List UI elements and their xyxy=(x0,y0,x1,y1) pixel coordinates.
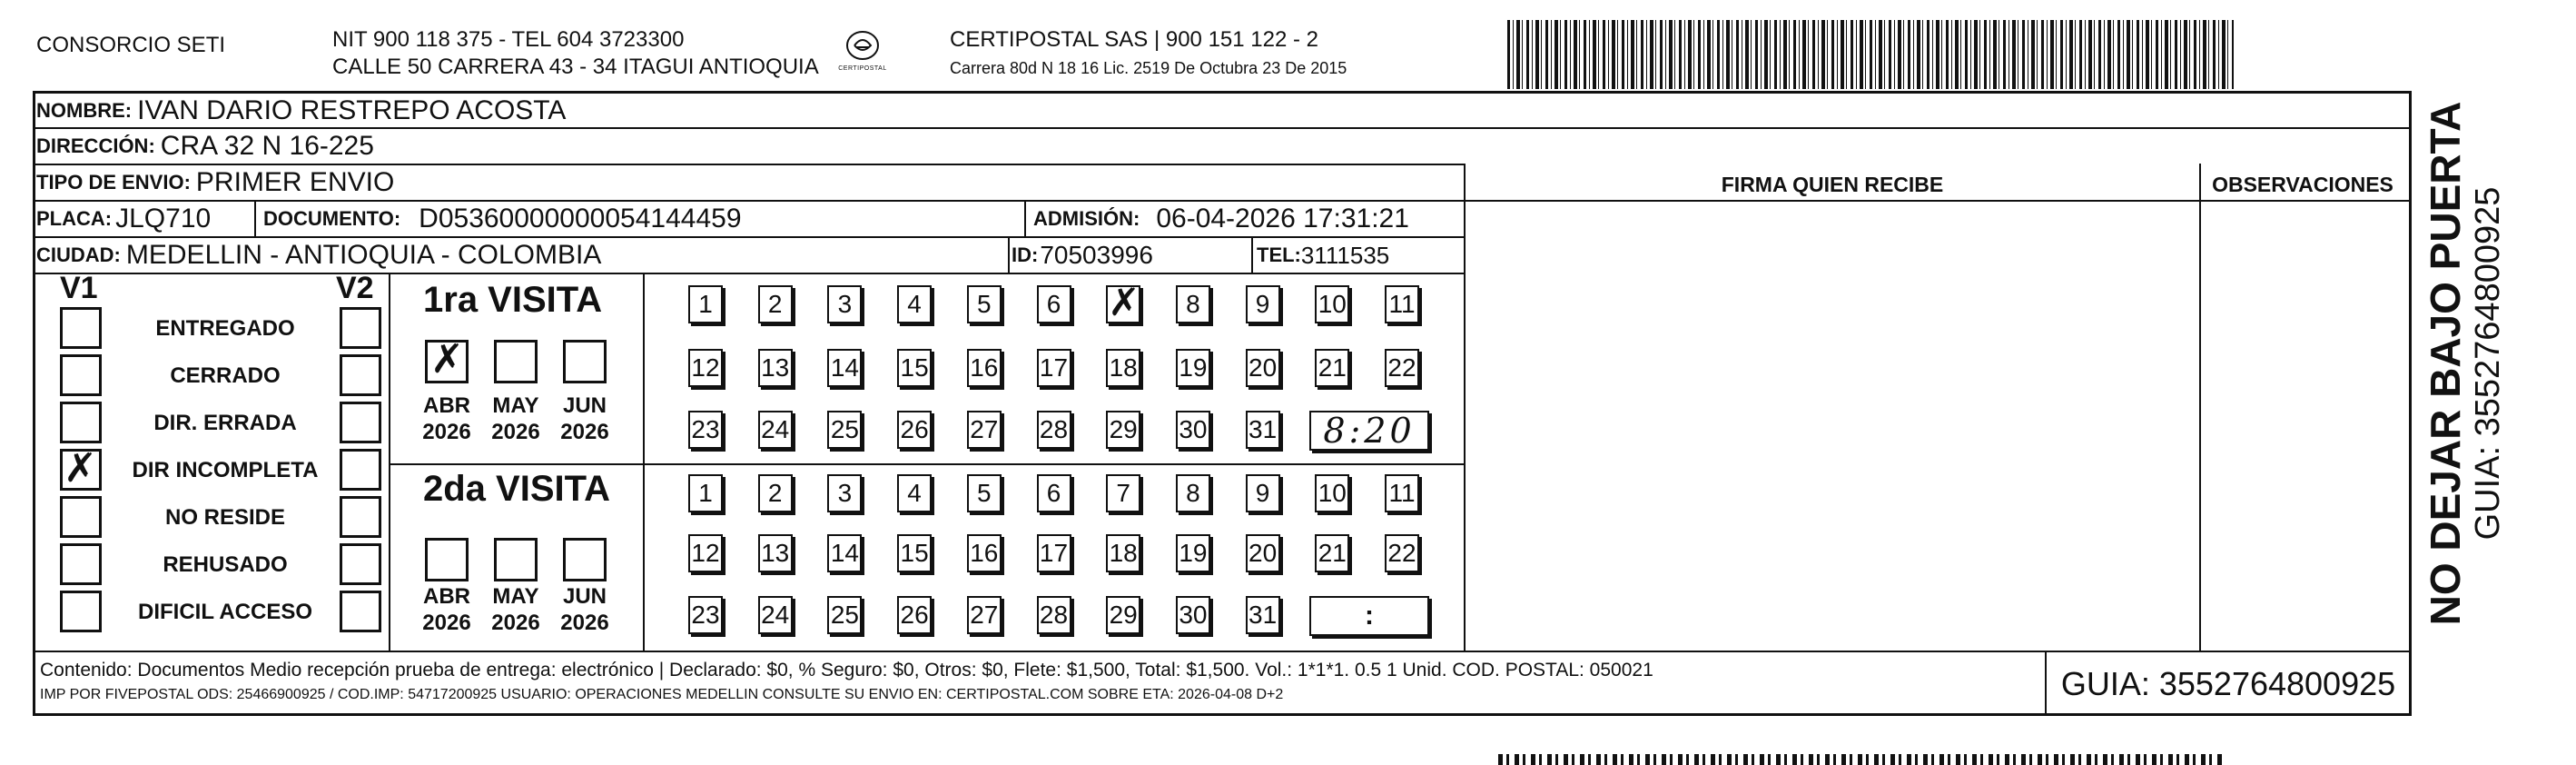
second-visit-month-checkbox-1[interactable] xyxy=(494,538,538,581)
v2-checkbox-1[interactable] xyxy=(340,354,381,396)
first-visit-month-checkbox-0[interactable] xyxy=(425,340,469,383)
v1-checkbox-6[interactable] xyxy=(60,591,102,632)
second-visit-day-12[interactable]: 12 xyxy=(688,534,723,572)
v2-checkbox-3[interactable] xyxy=(340,449,381,491)
first-visit-day-28[interactable]: 28 xyxy=(1037,411,1071,449)
second-visit-day-1[interactable]: 1 xyxy=(688,474,723,512)
second-visit-day-3[interactable]: 3 xyxy=(827,474,862,512)
first-visit-day-19[interactable]: 19 xyxy=(1176,349,1210,387)
month-name: JUN xyxy=(562,584,607,609)
nombre-row xyxy=(36,94,1465,127)
month-year: 2026 xyxy=(491,420,540,444)
v2-checkbox-0[interactable] xyxy=(340,307,381,349)
footer-contenido: Contenido: Documentos Medio recepción prueba de entrega: electrónico | Declarado: $0, % Seguro: $0, Otros: $0, Flete: $1,500, Total: $1,500. Vol.: 1*1*1. 0.5 1 Unid. COD. POSTAL: 050021 xyxy=(40,660,1653,681)
v2-checkbox-5[interactable] xyxy=(340,543,381,585)
second-visit-month-checkbox-2[interactable] xyxy=(563,538,607,581)
first-visit-day-26[interactable]: 26 xyxy=(897,411,932,449)
placa-value: JLQ710 xyxy=(115,204,212,233)
first-visit-day-20[interactable]: 20 xyxy=(1246,349,1280,387)
status-label: CERRADO xyxy=(170,363,281,388)
first-time-value: 8:20 xyxy=(1323,411,1416,451)
company-name: CONSORCIO SETI xyxy=(36,33,226,57)
first-visit-day-21[interactable]: 21 xyxy=(1315,349,1349,387)
first-visit-day-31[interactable]: 31 xyxy=(1246,411,1280,449)
nombre-value: IVAN DARIO RESTREPO ACOSTA xyxy=(137,95,567,125)
second-visit-day-28[interactable]: 28 xyxy=(1037,596,1071,634)
month-year: 2026 xyxy=(491,611,540,635)
second-visit-day-31[interactable]: 31 xyxy=(1246,596,1280,634)
second-visit-day-13[interactable]: 13 xyxy=(758,534,793,572)
second-visit-title: 2da VISITA xyxy=(423,469,610,509)
month-year: 2026 xyxy=(560,420,609,444)
second-visit-day-6[interactable]: 6 xyxy=(1037,474,1071,512)
placa-field xyxy=(36,203,211,235)
first-visit-month-checkbox-2[interactable] xyxy=(563,340,607,383)
second-visit-day-29[interactable]: 29 xyxy=(1106,596,1140,634)
certipostal-line-1: CERTIPOSTAL SAS | 900 151 122 - 2 xyxy=(950,27,1318,52)
first-visit-month-checkbox-1[interactable] xyxy=(494,340,538,383)
second-visit-day-5[interactable]: 5 xyxy=(967,474,1002,512)
admision-value: 06-04-2026 17:31:21 xyxy=(1156,204,1409,233)
second-visit-day-8[interactable]: 8 xyxy=(1176,474,1210,512)
month-name: JUN xyxy=(562,393,607,418)
second-visit-day-10[interactable]: 10 xyxy=(1315,474,1349,512)
v2-header: V2 xyxy=(336,271,374,305)
first-visit-day-10[interactable]: 10 xyxy=(1315,285,1349,323)
nit-line-2: CALLE 50 CARRERA 43 - 34 ITAGUI ANTIOQUIA xyxy=(332,55,819,79)
v1-header: V1 xyxy=(60,271,98,305)
first-visit-day-3[interactable]: 3 xyxy=(827,285,862,323)
second-visit-day-23[interactable]: 23 xyxy=(688,596,723,634)
second-visit-day-15[interactable]: 15 xyxy=(897,534,932,572)
first-visit-day-27[interactable]: 27 xyxy=(967,411,1002,449)
month-year: 2026 xyxy=(560,611,609,635)
tipo-envio-row xyxy=(36,166,1465,199)
second-visit-day-16[interactable]: 16 xyxy=(967,534,1002,572)
month-year: 2026 xyxy=(422,611,471,635)
first-visit-day-22[interactable]: 22 xyxy=(1385,349,1419,387)
footer-imp: IMP POR FIVEPOSTAL ODS: 25466900925 / COD.IMP: 54717200925 USUARIO: OPERACIONES MEDELLIN CONSULTE SU ENVIO EN: CERTIPOSTAL.COM SOBRE ETA: 2026-04-08 D+2 xyxy=(40,687,1284,702)
first-visit-day-30[interactable]: 30 xyxy=(1176,411,1210,449)
second-visit-day-25[interactable]: 25 xyxy=(827,596,862,634)
tipo-envio-label: TIPO DE ENVIO: xyxy=(36,171,191,194)
second-visit-day-24[interactable]: 24 xyxy=(758,596,793,634)
firma-header: FIRMA QUIEN RECIBE xyxy=(1721,173,1944,196)
second-visit-day-20[interactable]: 20 xyxy=(1246,534,1280,572)
first-visit-month-mark: ✗ xyxy=(430,336,464,382)
v2-checkbox-2[interactable] xyxy=(340,402,381,443)
first-visit-day-13[interactable]: 13 xyxy=(758,349,793,387)
second-visit-day-14[interactable]: 14 xyxy=(827,534,862,572)
v1-checkbox-5[interactable] xyxy=(60,543,102,585)
month-name: MAY xyxy=(492,584,539,609)
second-visit-month-checkbox-0[interactable] xyxy=(425,538,469,581)
month-year: 2026 xyxy=(422,420,471,444)
first-visit-day-14[interactable]: 14 xyxy=(827,349,862,387)
second-visit-day-2[interactable]: 2 xyxy=(758,474,793,512)
nit-line-1: NIT 900 118 375 - TEL 604 3723300 xyxy=(332,27,685,52)
id-value: 70503996 xyxy=(1040,241,1153,269)
direccion-label: DIRECCIÓN: xyxy=(36,134,155,157)
first-visit-month-label xyxy=(548,392,621,445)
v2-checkbox-6[interactable] xyxy=(340,591,381,632)
first-visit-day-6[interactable]: 6 xyxy=(1037,285,1071,323)
tel-field xyxy=(1257,239,1389,272)
first-visit-day-1[interactable]: 1 xyxy=(688,285,723,323)
status-label: ENTREGADO xyxy=(155,316,295,341)
ciudad-value: MEDELLIN - ANTIOQUIA - COLOMBIA xyxy=(125,240,602,270)
second-visit-day-30[interactable]: 30 xyxy=(1176,596,1210,634)
first-visit-day-24[interactable]: 24 xyxy=(758,411,793,449)
status-label: DIR. ERRADA xyxy=(153,411,297,435)
bottom-barcode-fragment xyxy=(1498,754,2225,765)
second-visit-day-18[interactable]: 18 xyxy=(1106,534,1140,572)
status-label: DIFICIL ACCESO xyxy=(137,600,312,624)
first-visit-day-7[interactable] xyxy=(1106,285,1140,323)
v1-checkbox-0[interactable] xyxy=(60,307,102,349)
documento-field xyxy=(263,203,742,235)
v1-checkbox-1[interactable] xyxy=(60,354,102,396)
second-visit-day-11[interactable]: 11 xyxy=(1385,474,1419,512)
first-visit-month-label xyxy=(479,392,552,445)
side-warning-line1: NO DEJAR BAJO PUERTA xyxy=(2422,101,2469,626)
tel-value: 3111535 xyxy=(1300,241,1390,269)
ciudad-field xyxy=(36,239,601,272)
nombre-label: NOMBRE: xyxy=(36,99,133,122)
placa-label: PLACA: xyxy=(36,207,113,230)
documento-value: D05360000000054144459 xyxy=(419,204,742,233)
second-visit-month-label xyxy=(479,583,552,636)
status-label: REHUSADO xyxy=(163,552,288,577)
first-visit-day-15[interactable]: 15 xyxy=(897,349,932,387)
side-warning xyxy=(2422,91,2507,636)
tel-label: TEL: xyxy=(1257,243,1301,266)
month-name: ABR xyxy=(423,393,470,418)
second-visit-day-27[interactable]: 27 xyxy=(967,596,1002,634)
certipostal-logo xyxy=(835,27,890,80)
first-visit-day-4[interactable]: 4 xyxy=(897,285,932,323)
direccion-row xyxy=(36,130,1465,163)
admision-label: ADMISIÓN: xyxy=(1033,207,1140,230)
certipostal-line-2: Carrera 80d N 18 16 Lic. 2519 De Octubra 23 De 2015 xyxy=(950,59,1347,77)
second-visit-day-21[interactable]: 21 xyxy=(1315,534,1349,572)
second-visit-day-19[interactable]: 19 xyxy=(1176,534,1210,572)
admision-field xyxy=(1033,203,1409,235)
second-visit-day-7[interactable]: 7 xyxy=(1106,474,1140,512)
second-visit-day-4[interactable]: 4 xyxy=(897,474,932,512)
direccion-value: CRA 32 N 16-225 xyxy=(160,131,374,161)
v2-checkbox-4[interactable] xyxy=(340,496,381,538)
month-name: ABR xyxy=(423,584,470,609)
logo-text: CERTIPOSTAL xyxy=(838,65,887,72)
documento-label: DOCUMENTO: xyxy=(263,207,401,230)
second-visit-day-17[interactable]: 17 xyxy=(1037,534,1071,572)
id-label: ID: xyxy=(1012,243,1039,266)
observaciones-header: OBSERVACIONES xyxy=(2212,173,2393,196)
status-label: NO RESIDE xyxy=(164,505,286,530)
first-visit-day-8[interactable]: 8 xyxy=(1176,285,1210,323)
second-visit-month-label xyxy=(548,583,621,636)
first-visit-day-11[interactable]: 11 xyxy=(1385,285,1419,323)
v1-checkbox-4[interactable] xyxy=(60,496,102,538)
status-label: DIR INCOMPLETA xyxy=(132,458,319,482)
second-visit-day-26[interactable]: 26 xyxy=(897,596,932,634)
first-visit-day-5[interactable]: 5 xyxy=(967,285,1002,323)
first-visit-day-18[interactable]: 18 xyxy=(1106,349,1140,387)
first-visit-title: 1ra VISITA xyxy=(423,280,603,320)
second-time-value: : xyxy=(1365,601,1374,631)
first-visit-month-label xyxy=(410,392,483,445)
first-visit-day-12[interactable]: 12 xyxy=(688,349,723,387)
footer-guia: GUIA: 3552764800925 xyxy=(2060,665,2396,702)
first-visit-day-16[interactable]: 16 xyxy=(967,349,1002,387)
first-visit-day-2[interactable]: 2 xyxy=(758,285,793,323)
second-visit-month-label xyxy=(410,583,483,636)
v1-check-mark: ✗ xyxy=(64,445,97,492)
v1-checkbox-2[interactable] xyxy=(60,402,102,443)
first-visit-day-29[interactable]: 29 xyxy=(1106,411,1140,449)
first-visit-day-mark: ✗ xyxy=(1108,280,1140,324)
month-name: MAY xyxy=(492,393,539,418)
v1-checkbox-3[interactable] xyxy=(60,449,102,491)
first-visit-day-9[interactable]: 9 xyxy=(1246,285,1280,323)
first-visit-day-23[interactable]: 23 xyxy=(688,411,723,449)
first-visit-day-17[interactable]: 17 xyxy=(1037,349,1071,387)
second-visit-day-9[interactable]: 9 xyxy=(1246,474,1280,512)
side-guia-line: GUIA: 3552764800925 xyxy=(2469,186,2507,541)
second-visit-day-22[interactable]: 22 xyxy=(1385,534,1419,572)
ciudad-label: CIUDAD: xyxy=(36,243,121,266)
first-time-box[interactable] xyxy=(1309,411,1429,451)
id-field xyxy=(1012,239,1153,272)
barcode xyxy=(1507,20,2234,89)
tipo-envio-value: PRIMER ENVIO xyxy=(195,167,395,197)
second-time-box[interactable] xyxy=(1309,596,1429,636)
first-visit-day-25[interactable]: 25 xyxy=(827,411,862,449)
